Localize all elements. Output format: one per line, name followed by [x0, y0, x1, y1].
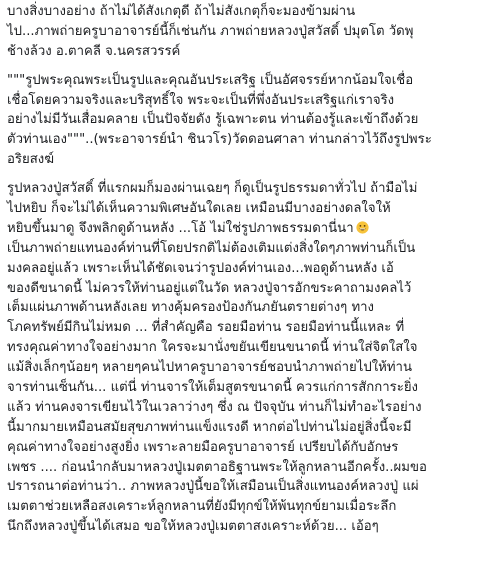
text-line: จารท่านเซ็นกัน... แต่นี่ ท่านจารให้เต็มสูตรขนาดนี้ ควรแก่การสักการะยิ่ง: [7, 380, 418, 396]
text-line: นึกถึงหลวงปู่ขึ้นได้เสมอ ขอให้หลวงปู่เมตตาสงเคราะห์ด้วย... เอ้อๆ: [7, 519, 379, 535]
text-line: ทรงคุณค่าทางใจอย่างมาก ใครจะมานั่งขยันเขียนขนาดนี้ ท่านใส่จิตใสใจ: [7, 340, 418, 356]
text-line: อย่างไม่มีวันเสื่อมคลาย เป็นปัจจัยดัง รู้เฉพาะตน ท่านต้องรู้และเข้าถึงด้วย: [7, 112, 419, 128]
text-line: รูปหลวงปู่สวัสดิ์ ที่แรกผมก็มองผ่านเฉยๆ ก็ดูเป็นรูปธรรมดาทั่วไป ถ้ามือไม่: [7, 181, 418, 197]
text-line: นี้มากมายเหมือนสมัยสุขภาพท่านแข็งแรงดี หากต่อไปท่านไม่อยู่สิ่งนี้จะมี: [7, 419, 412, 435]
text-line: ปรารถนาต่อท่านว่า.. ภาพหลวงปู่นี้ขอให้เสมือนเป็นสิ่งแทนองค์หลวงปู่ แผ่: [7, 479, 419, 495]
grinning-face-icon: [356, 221, 369, 234]
text-line-with-emoji: [7, 219, 485, 239]
text-line: คุณค่าทางใจอย่างสูงยิ่ง เพราะลายมือครูบาอาจารย์ เปรียบได้กับอักษร: [7, 439, 399, 455]
text-line: บางสิ่งบางอย่าง ถ้าไม่ได้สังเกตุดี ถ้าไม่สังเกตุก็จะมองข้ามผ่าน: [7, 4, 356, 19]
text-line: ไปหยิบ ก็จะไม่ได้เห็นความพิเศษอันใดเลย เหมือนมีบางอย่างดลใจให้: [7, 201, 391, 217]
post-paragraph-story: [7, 179, 485, 537]
paragraph-gap: [7, 170, 485, 179]
text-line: มงคลอยู่แล้ว เพราะเห็นได้ชัดเจนว่ารูปองค์ท่านเอง...พอดูด้านหลัง เอ้: [7, 260, 394, 276]
text-line: ของดีขนาดนี้ ไม่ควรให้ท่านอยู่แต่ในวัด หลวงปู่จารอักขระคาถามงคลไว้: [7, 280, 412, 296]
text-line: เชื่อโดยความจริงและบริสุทธิ์ใจ พระจะเป็นที่พึ่งอันประเสริฐแก่เราจริง: [7, 92, 395, 108]
post-paragraph-intro: [7, 2, 485, 62]
text-line: ไป...ภาพถ่ายครูบาอาจารย์นี้ก็เช่นกัน ภาพถ่ายหลวงปู่สวัสดิ์ ปมุตโต วัดพุ: [7, 23, 414, 39]
text-line: เต็มแผ่นภาพด้านหลังเลย ทางคุ้มครองป้องกันภยันตรายต่างๆ ทาง: [7, 300, 374, 316]
text-line: ช้างล้วง อ.ตาคลี จ.นครสวรรค์: [7, 43, 181, 59]
text-line: แล้ว ท่านคงจารเขียนไว้ในเวลาว่างๆ ซึ่ง ณ ปัจจุบัน ท่านก็ไม่ทำอะไรอย่าง: [7, 399, 422, 415]
text-line: เป็นภาพถ่ายแทนองค์ท่านที่โดยปรกติไม่ต้องเติมแต่งสิ่งใดๆภาพท่านก็เป็น: [7, 240, 416, 256]
text-line: เมตตาช่วยเหลือสงเคราะห์ลูกหลานที่ยังมีทุกข์ให้พ้นทุกข์ยามเมื่อระลึก: [7, 499, 397, 515]
text-line: เพชร .... ก่อนนำกลับมาหลวงปู่เมตตาอธิฐานพระให้ลูกหลานอีกครั้ง..ผมขอ: [7, 459, 427, 475]
text-line: โภคทรัพย์มีกินไม่หมด ... ที่สำคัญคือ รอยมือท่าน รอยมือท่านนี้แหละ ที่: [7, 320, 405, 336]
text-line: แม้สิ่งเล็กๆน้อยๆ หลายๆคนไปหาครูบาอาจารย์ชอบนำภาพถ่ายไปให้ท่าน: [7, 360, 412, 376]
post-paragraph-quote: [7, 71, 485, 170]
post-text: [7, 2, 485, 537]
text-line: อริยสงฆ์: [7, 152, 55, 168]
text-line: ตัวท่านเอง"""..(พระอาจารย์นำ ชินวโร)วัดดอนศาลา ท่านกล่าวไว้ถึงรูปพระ: [7, 132, 432, 148]
text-line: หยิบขึ้นมาดู จึงพลิกดูด้านหลัง ...โอ้ ไม่ใช่รูปภาพธรรมดานี่นา: [7, 220, 354, 236]
text-line: """รูปพระคุณพระเป็นรูปและคุณอันประเสริฐ เป็นอัศจรรย์หากน้อมใจเชื่อ: [7, 72, 414, 88]
paragraph-gap: [7, 62, 485, 71]
